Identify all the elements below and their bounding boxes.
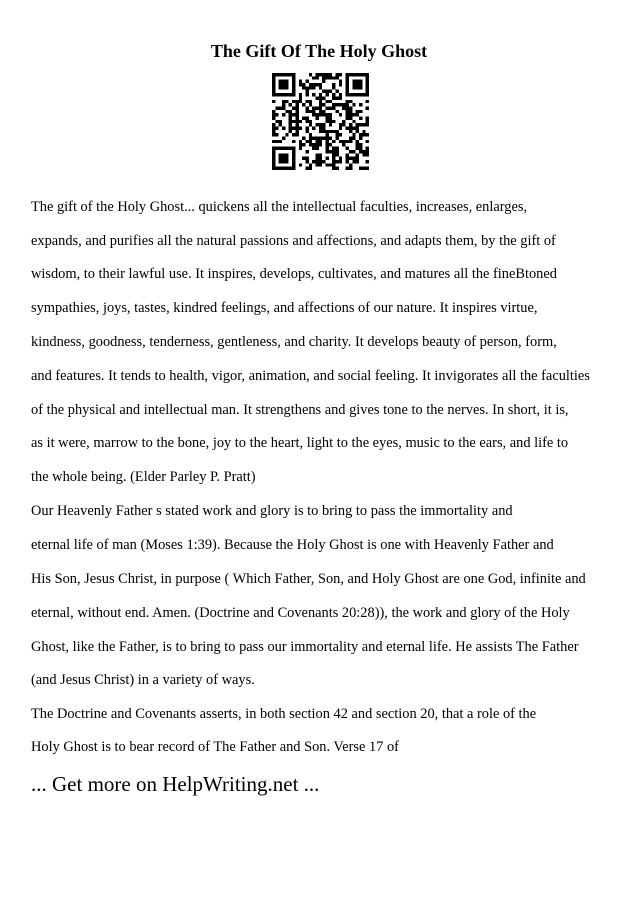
text-line: of the physical and intellectual man. It strengthens and gives tone to the nerves. In short, it is, <box>31 402 569 418</box>
text-line: wisdom, to their lawful use. It inspires, develops, cultivates, and matures all the fineBtoned <box>31 266 557 282</box>
text-line: sympathies, joys, tastes, kindred feelings, and affections of our nature. It inspires virtue, <box>31 300 538 316</box>
text-line: eternal life of man (Moses 1:39). Because the Holy Ghost is one with Heavenly Father and <box>31 537 554 553</box>
text-line: Holy Ghost is to bear record of The Father and Son. Verse 17 of <box>31 739 399 755</box>
text-line: The Doctrine and Covenants asserts, in both section 42 and section 20, that a role of the <box>31 706 537 722</box>
text-line: the whole being. (Elder Parley P. Pratt) <box>31 469 256 485</box>
text-line: kindness, goodness, tenderness, gentleness, and charity. It develops beauty of person, form, <box>31 334 557 350</box>
document-title: The Gift Of The Holy Ghost <box>210 41 428 61</box>
text-line: and features. It tends to health, vigor, animation, and social feeling. It invigorates all the faculties <box>31 368 590 384</box>
text-line: The gift of the Holy Ghost... quickens all the intellectual faculties, increases, enlarges, <box>31 199 528 215</box>
text-line: Ghost, like the Father, is to bring to pass our immortality and eternal life. He assists The Father <box>31 639 579 655</box>
text-line: (and Jesus Christ) in a variety of ways. <box>31 672 255 688</box>
text-line: eternal, without end. Amen. (Doctrine and Covenants 20:28)), the work and glory of the Holy <box>31 605 570 621</box>
text-line: Our Heavenly Father s stated work and glory is to bring to pass the immortality and <box>31 503 513 519</box>
get-more-link[interactable]: ... Get more on HelpWriting.net ... <box>31 772 320 796</box>
text-line: expands, and purifies all the natural passions and affections, and adapts them, by the gift of <box>31 233 556 249</box>
qr-code-icon <box>272 73 369 170</box>
text-line: as it were, marrow to the bone, joy to the heart, light to the eyes, music to the ears, and life to <box>31 435 569 451</box>
text-line: His Son, Jesus Christ, in purpose ( Which Father, Son, and Holy Ghost are one God, infinite and <box>31 571 586 587</box>
